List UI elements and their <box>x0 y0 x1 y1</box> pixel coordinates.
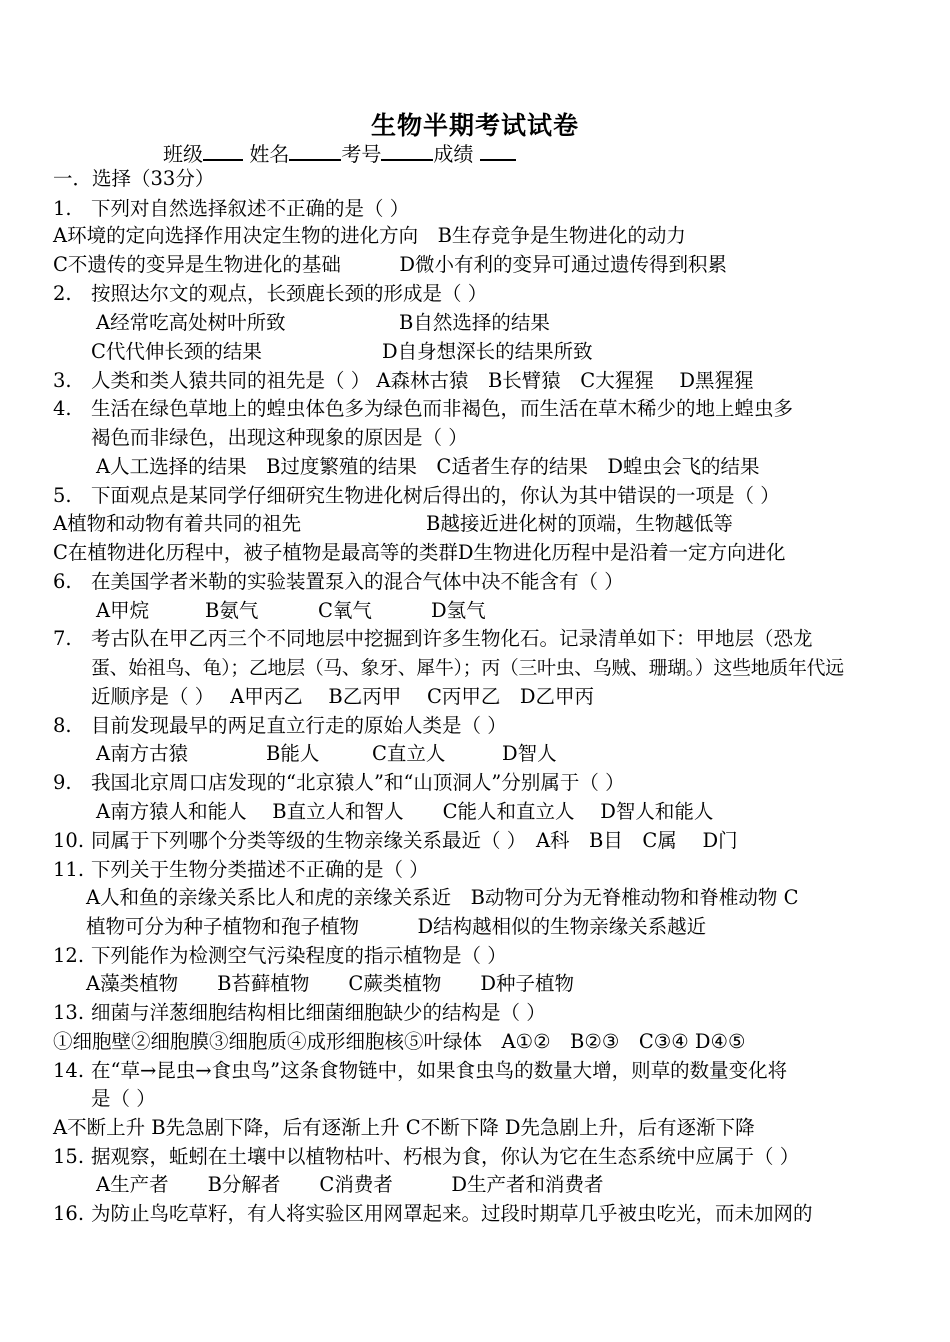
question-9-options: A南方猿人和能人 B直立人和智人 C能人和直立人 D智人和能人 <box>96 800 714 823</box>
question-4-stem-1: 生活在绿色草地上的蝗虫体色多为绿色而非褐色，而生活在草木稀少的地上蝗虫多 <box>91 397 794 420</box>
question-14: 14. 在“草→昆虫→食虫鸟”这条食物链中，如果食虫鸟的数量大增，则草的数量变化将 <box>53 1059 788 1082</box>
question-12-stem: 下列能作为检测空气污染程度的指示植物是（ ） <box>91 944 507 967</box>
question-12: 12. 下列能作为检测空气污染程度的指示植物是（ ） <box>53 944 507 967</box>
student-info-line <box>163 138 516 167</box>
question-4: 4. 生活在绿色草地上的蝗虫体色多为绿色而非褐色，而生活在草木稀少的地上蝗虫多 <box>53 397 794 420</box>
question-8: 8. 目前发现最早的两足直立行走的原始人类是（ ） <box>53 714 507 737</box>
question-15-options: A生产者 B分解者 C消费者 D生产者和消费者 <box>96 1173 604 1196</box>
question-9-stem: 我国北京周口店发现的“北京猿人”和“山顶洞人”分别属于（ ） <box>91 771 625 794</box>
question-8-option-a: A南方古猿 <box>96 742 189 765</box>
question-15: 15. 据观察，蚯蚓在土壤中以植物枯叶、朽根为食，你认为它在生态系统中应属于（ ） <box>53 1145 800 1168</box>
question-15-stem: 据观察，蚯蚓在土壤中以植物枯叶、朽根为食，你认为它在生态系统中应属于（ ） <box>91 1145 800 1168</box>
question-8-stem: 目前发现最早的两足直立行走的原始人类是（ ） <box>91 714 507 737</box>
question-8-option-b: B能人 <box>266 742 320 765</box>
question-6-option-b: B氨气 <box>205 599 259 622</box>
question-2-stem: 按照达尔文的观点，长颈鹿长颈的形成是（ ） <box>91 282 488 305</box>
question-3-stem: 人类和类人猿共同的祖先是（ ） A森林古猿 B长臂猿 C大猩猩 D黑猩猩 <box>91 369 754 392</box>
question-1: 1. 下列对自然选择叙述不正确的是（ ） <box>53 197 410 220</box>
question-14-stem-1: 在“草→昆虫→食虫鸟”这条食物链中，如果食虫鸟的数量大增，则草的数量变化将 <box>91 1059 788 1082</box>
question-3: 3. 人类和类人猿共同的祖先是（ ） A森林古猿 B长臂猿 C大猩猩 D黑猩猩 <box>53 369 754 392</box>
class-label: 班级 <box>163 142 203 166</box>
question-12-options: A藻类植物 B苔藓植物 C蕨类植物 D种子植物 <box>86 972 574 995</box>
question-2-option-b: B自然选择的结果 <box>399 311 550 334</box>
question-6: 6. 在美国学者米勒的实验装置泵入的混合气体中决不能含有（ ） <box>53 570 624 593</box>
question-5-stem: 下面观点是某同学仔细研究生物进化树后得出的，你认为其中错误的一项是（ ） <box>91 484 780 507</box>
score-blank <box>480 141 516 161</box>
question-8-option-c: C直立人 <box>372 742 446 765</box>
question-16: 16. 为防止鸟吃草籽，有人将实验区用网罩起来。过段时期草几乎被虫吃光，而未加网的 <box>53 1202 813 1225</box>
question-1-options-ab: A环境的定向选择作用决定生物的进化方向 B生存竞争是生物进化的动力 <box>53 224 686 247</box>
question-13-options: ①细胞壁②细胞膜③细胞质④成形细胞核⑤叶绿体 A①② B②③ C③④ D④⑤ <box>53 1030 746 1053</box>
question-4-options: A人工选择的结果 B过度繁殖的结果 C适者生存的结果 D蝗虫会飞的结果 <box>96 455 760 478</box>
name-label: 姓名 <box>249 142 290 166</box>
section-heading: 一．选择（33分） <box>53 167 215 190</box>
question-1-options-cd: C不遗传的变异是生物进化的基础 D微小有利的变异可通过遗传得到积累 <box>53 253 728 276</box>
question-1-stem: 下列对自然选择叙述不正确的是（ ） <box>91 197 410 220</box>
question-9: 9. 我国北京周口店发现的“北京猿人”和“山顶洞人”分别属于（ ） <box>53 771 625 794</box>
question-8-option-d: D智人 <box>502 742 557 765</box>
question-16-stem: 为防止鸟吃草籽，有人将实验区用网罩起来。过段时期草几乎被虫吃光，而未加网的 <box>91 1202 813 1225</box>
question-11-options-1: A人和鱼的亲缘关系比人和虎的亲缘关系近 B动物可分为无脊椎动物和脊椎动物 C <box>86 886 799 909</box>
question-11-options-2: 植物可分为种子植物和孢子植物 D结构越相似的生物亲缘关系越近 <box>86 915 707 938</box>
question-5-option-b: B越接近进化树的顶端，生物越低等 <box>426 512 733 535</box>
class-blank <box>203 141 243 161</box>
page-title: 生物半期考试试卷 <box>370 111 579 140</box>
question-6-option-c: C氧气 <box>318 599 372 622</box>
question-7-stem-1: 考古队在甲乙丙三个不同地层中挖掘到许多生物化石。记录清单如下：甲地层（恐龙 <box>91 627 813 650</box>
question-7-stem-3: 近顺序是（ ） A甲丙乙 B乙丙甲 C丙甲乙 D乙甲丙 <box>91 685 595 708</box>
question-6-stem: 在美国学者米勒的实验装置泵入的混合气体中决不能含有（ ） <box>91 570 624 593</box>
question-2-option-a: A经常吃高处树叶所致 <box>96 311 286 334</box>
question-7: 7. 考古队在甲乙丙三个不同地层中挖掘到许多生物化石。记录清单如下：甲地层（恐龙 <box>53 627 813 650</box>
question-10: 10. 同属于下列哪个分类等级的生物亲缘关系最近（ ） A科 B目 C属 D门 <box>53 829 738 852</box>
question-2-option-c: C代代伸长颈的结果 <box>91 340 262 363</box>
question-10-stem: 同属于下列哪个分类等级的生物亲缘关系最近（ ） A科 B目 C属 D门 <box>91 829 738 852</box>
question-2-option-d: D自身想深长的结果所致 <box>382 340 593 363</box>
question-14-stem-2: 是（ ） <box>91 1087 156 1110</box>
question-4-stem-2: 褐色而非绿色，出现这种现象的原因是（ ） <box>91 426 468 449</box>
question-2: 2. 按照达尔文的观点，长颈鹿长颈的形成是（ ） <box>53 282 488 305</box>
name-blank <box>289 141 341 161</box>
question-5-options-cd: C在植物进化历程中，被子植物是最高等的类群D生物进化历程中是沿着一定方向进化 <box>53 541 786 564</box>
question-11-stem: 下列关于生物分类描述不正确的是（ ） <box>91 858 429 881</box>
id-blank <box>381 141 433 161</box>
question-5: 5. 下面观点是某同学仔细研究生物进化树后得出的，你认为其中错误的一项是（ ） <box>53 484 780 507</box>
question-6-option-a: A甲烷 <box>96 599 150 622</box>
question-5-option-a: A植物和动物有着共同的祖先 <box>53 512 302 535</box>
id-label: 考号 <box>341 142 382 166</box>
question-7-stem-2: 蛋、始祖鸟、龟）；乙地层（马、象牙、犀牛）；丙（三叶虫、乌贼、珊瑚。）这些地质年代远 <box>91 657 844 679</box>
score-label: 成绩 <box>433 142 474 166</box>
question-13-stem: 细菌与洋葱细胞结构相比细菌细胞缺少的结构是（ ） <box>91 1001 546 1024</box>
question-14-options: A不断上升 B先急剧下降，后有逐渐上升 C不断下降 D先急剧上升，后有逐渐下降 <box>53 1116 755 1139</box>
question-11: 11. 下列关于生物分类描述不正确的是（ ） <box>53 858 429 881</box>
question-13: 13. 细菌与洋葱细胞结构相比细菌细胞缺少的结构是（ ） <box>53 1001 546 1024</box>
question-6-option-d: D氢气 <box>431 599 486 622</box>
